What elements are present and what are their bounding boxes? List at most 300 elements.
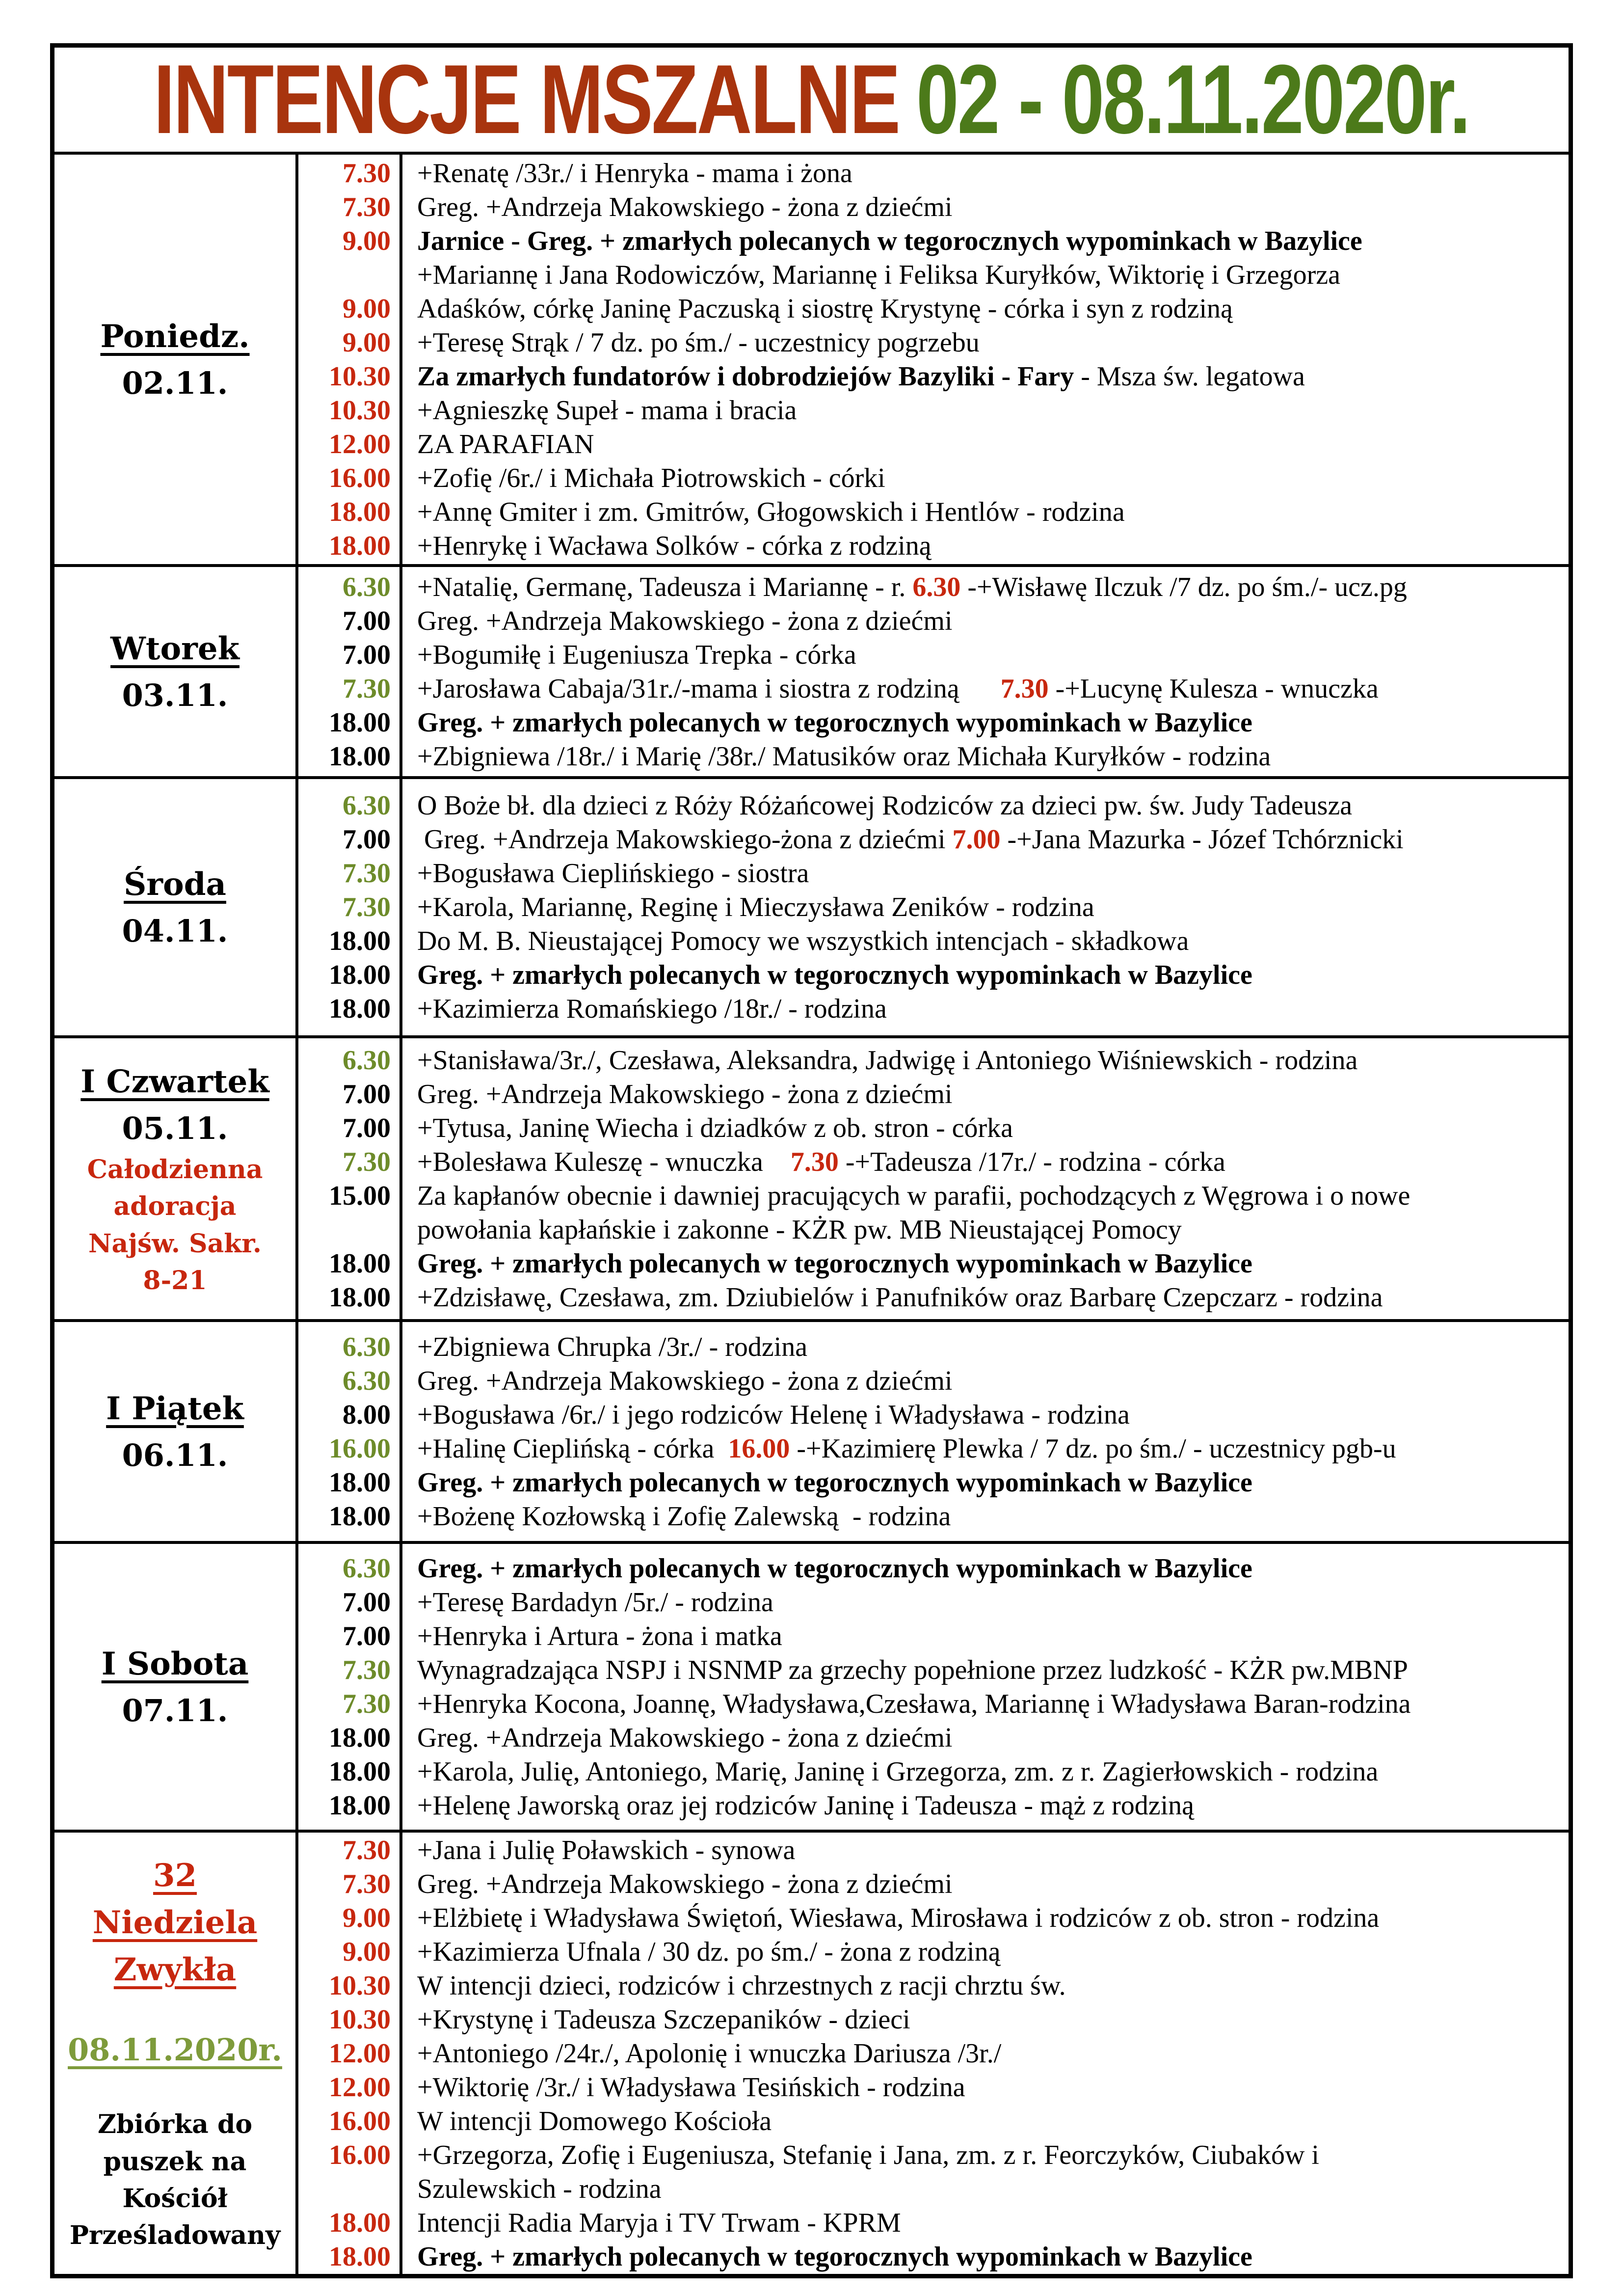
mass-row: [298, 1969, 1569, 2002]
intention-segment: 7.30: [790, 1146, 839, 1177]
mass-time: 6.30: [343, 1331, 391, 1362]
mass-time: 15.00: [329, 1180, 391, 1211]
intention-segment: -+Kazimierę Plewka / 7 dz. po śm./ - uczestnicy pgb-u: [790, 1433, 1396, 1464]
day-label: [54, 567, 298, 776]
intention-segment: +Bogusława /6r./ i jego rodziców Helenę i Władysława - rodzina: [417, 1399, 1130, 1430]
intention-segment: Adaśków, córkę Janinę Paczuską i siostrę Krystynę - córka i syn z rodziną: [417, 293, 1233, 324]
title-bar: [54, 48, 1569, 152]
mass-intention: [402, 790, 1569, 821]
mass-row: [298, 2172, 1569, 2206]
mass-intention: [402, 395, 1569, 426]
mass-intention: [402, 1146, 1569, 1178]
intention-segment: Greg. +Andrzeja Makowskiego - żona z dziećmi: [417, 191, 953, 222]
intention-segment: Greg. + zmarłych polecanych w tegorocznych wypominkach w Bazylice: [417, 707, 1252, 738]
mass-intention: [402, 959, 1569, 991]
mass-intention: [402, 1501, 1569, 1532]
page-title: [154, 48, 1469, 152]
mass-time: 7.30: [343, 1654, 391, 1685]
mass-time: 10.30: [329, 395, 391, 426]
intention-segment: 16.00: [728, 1433, 790, 1464]
mass-time: 6.30: [343, 790, 391, 821]
mass-intention: [402, 993, 1569, 1025]
mass-time: 16.00: [329, 2106, 391, 2136]
intention-segment: powołania kapłańskie i zakonne - KŻR pw. MB Nieustającej Pomocy: [417, 1214, 1182, 1245]
mass-intention: [402, 1331, 1569, 1363]
day-mass-list: [298, 567, 1569, 776]
mass-intention: [402, 2038, 1569, 2069]
mass-row: [298, 1145, 1569, 1179]
mass-row: [298, 1499, 1569, 1533]
day-name: Środa: [124, 865, 226, 903]
intention-segment: +Karola, Julię, Antoniego, Marię, Janinę i Grzegorza, zm. z r. Zagierłowskich - rodzina: [417, 1756, 1379, 1787]
mass-intention: [402, 925, 1569, 957]
mass-intention: [402, 1365, 1569, 1397]
intention-segment: +Henryka i Artura - żona i matka: [417, 1621, 782, 1651]
mass-time: 16.00: [329, 462, 391, 493]
mass-time: 7.00: [343, 1079, 391, 1109]
mass-row: [298, 2104, 1569, 2138]
day-name: Poniedz.: [100, 318, 250, 355]
mass-row: [298, 1867, 1569, 1901]
intention-segment: ZA PARAFIAN: [417, 429, 594, 459]
day-date: 06.11.: [122, 1437, 228, 1473]
intention-segment: +Agnieszkę Supeł - mama i bracia: [417, 395, 797, 426]
mass-intention: [402, 858, 1569, 889]
intention-segment: +Henrykę i Wacława Solków - córka z rodziną: [417, 530, 931, 561]
intention-segment: +Zdzisławę, Czesława, zm. Dziubielów i Panufników oraz Barbarę Czepczarz - rodzina: [417, 1282, 1383, 1313]
day-name: Zwykła: [113, 1951, 237, 1989]
mass-lines: [298, 1322, 1569, 1541]
intention-segment: +Renatę /33r./ i Henryka - mama i żona: [417, 158, 852, 189]
mass-intention: [402, 1214, 1569, 1245]
intention-segment: +Teresę Strąk / 7 dz. po śm./ - uczestnicy pogrzebu: [417, 327, 980, 358]
mass-intention: [402, 571, 1569, 603]
mass-time: 10.30: [329, 1970, 391, 2001]
mass-row: [298, 1551, 1569, 1585]
day-name: I Czwartek: [80, 1063, 269, 1100]
mass-row: [298, 1077, 1569, 1111]
mass-lines: [298, 1833, 1569, 2274]
mass-intention: [402, 741, 1569, 772]
mass-row: [298, 1465, 1569, 1499]
mass-row: [298, 292, 1569, 325]
day-note: Zbiórka do: [97, 2109, 253, 2140]
mass-intention: [402, 158, 1569, 189]
mass-time: 7.30: [343, 858, 391, 889]
day-mass-list: [298, 1038, 1569, 1319]
mass-intention: [402, 191, 1569, 223]
day-label: [54, 1038, 298, 1319]
intention-segment: +Kazimierza Romańskiego /18r./ - rodzina: [417, 994, 887, 1024]
intention-segment: Greg. +Andrzeja Makowskiego - żona z dziećmi: [417, 1722, 953, 1753]
intention-segment: - Msza św. legatowa: [1074, 361, 1305, 392]
mass-intention: [402, 530, 1569, 562]
day-date: 07.11.: [122, 1692, 228, 1729]
mass-lines: [298, 1544, 1569, 1830]
mass-row: [298, 1330, 1569, 1364]
intention-segment: +Wiktorię /3r./ i Władysława Tesińskich - rodzina: [417, 2072, 965, 2103]
mass-row: [298, 461, 1569, 495]
day-name: Wtorek: [110, 630, 239, 667]
mass-lines: [298, 567, 1569, 776]
mass-intention: [402, 1621, 1569, 1652]
intention-segment: W intencji Domowego Kościoła: [417, 2106, 772, 2136]
mass-row: [298, 672, 1569, 705]
intention-segment: +Bogusława Cieplińskiego - siostra: [417, 858, 809, 889]
intention-segment: Greg. +Andrzeja Makowskiego-żona z dziećmi: [417, 824, 953, 855]
day-section: [54, 776, 1569, 1035]
day-date: 05.11.: [122, 1110, 228, 1146]
day-name: I Sobota: [101, 1645, 249, 1682]
intention-segment: +Zofię /6r./ i Michała Piotrowskich - córki: [417, 462, 885, 493]
mass-row: [298, 992, 1569, 1026]
mass-row: [298, 823, 1569, 857]
mass-intention: [402, 707, 1569, 738]
mass-intention: [402, 1467, 1569, 1498]
mass-row: [298, 2036, 1569, 2070]
mass-time: 18.00: [329, 994, 391, 1024]
intention-segment: Intencji Radia Maryja i TV Trwam - KPRM: [417, 2207, 901, 2238]
day-label: [54, 1322, 298, 1541]
mass-row: [298, 427, 1569, 461]
intention-segment: +Bolesława Kuleszę - wnuczka: [417, 1146, 791, 1177]
mass-time: 18.00: [329, 1501, 391, 1532]
mass-intention: [402, 1970, 1569, 2001]
mass-intention: [402, 1688, 1569, 1720]
day-name: Niedziela: [92, 1904, 258, 1942]
mass-row: [298, 325, 1569, 359]
intention-segment: +Zbigniewa /18r./ i Marię /38r./ Matusików oraz Michała Kuryłków - rodzina: [417, 741, 1271, 772]
mass-row: [298, 1111, 1569, 1145]
mass-row: [298, 1280, 1569, 1314]
mass-intention: [402, 1045, 1569, 1076]
intention-segment: Wynagradzająca NSPJ i NSNMP za grzechy popełnione przez ludzkość - KŻR pw.MBNP: [417, 1654, 1408, 1685]
mass-intention: [402, 1587, 1569, 1618]
mass-row: [298, 958, 1569, 992]
mass-intention: [402, 1756, 1569, 1787]
mass-intention: [402, 462, 1569, 494]
mass-time: 18.00: [329, 1722, 391, 1753]
mass-intention: [402, 1282, 1569, 1313]
mass-intention: [402, 2241, 1569, 2272]
day-label: [54, 155, 298, 564]
mass-time: 7.30: [343, 1868, 391, 1899]
mass-intention: [402, 673, 1569, 704]
mass-intention: [402, 225, 1569, 257]
day-section: [54, 152, 1569, 564]
mass-row: [298, 570, 1569, 604]
intention-segment: -+Lucynę Kulesza - wnuczka: [1048, 673, 1379, 704]
day-date: 04.11.: [122, 913, 228, 949]
mass-time: 18.00: [329, 530, 391, 561]
intention-segment: W intencji dzieci, rodziców i chrzestnych z racji chrztu św.: [417, 1970, 1066, 2001]
day-note: Najśw. Sakr.: [88, 1228, 262, 1259]
intention-segment: +Elżbietę i Władysława Świętoń, Wiesława, Mirosława i rodziców z ob. stron - rodzina: [417, 1902, 1380, 1933]
mass-row: [298, 1398, 1569, 1432]
mass-row: [298, 1585, 1569, 1619]
mass-intention: [402, 1079, 1569, 1110]
intention-segment: Greg. +Andrzeja Makowskiego - żona z dziećmi: [417, 1868, 953, 1899]
mass-time: 7.30: [343, 158, 391, 189]
mass-time: 10.30: [329, 361, 391, 392]
mass-time: 18.00: [329, 496, 391, 527]
mass-time: 7.00: [343, 1621, 391, 1651]
mass-time: 18.00: [329, 2207, 391, 2238]
mass-intention: [402, 259, 1569, 291]
mass-row: [298, 1935, 1569, 1969]
mass-time: 18.00: [329, 960, 391, 990]
intention-segment: Greg. + zmarłych polecanych w tegorocznych wypominkach w Bazylice: [417, 960, 1252, 990]
mass-time: 9.00: [343, 225, 391, 256]
mass-time: 7.30: [343, 892, 391, 922]
intention-segment: Greg. + zmarłych polecanych w tegorocznych wypominkach w Bazylice: [417, 2241, 1252, 2272]
day-mass-list: [298, 1322, 1569, 1541]
mass-time: 16.00: [329, 2139, 391, 2170]
day-label: [54, 1544, 298, 1830]
intention-segment: O Boże bł. dla dzieci z Róży Różańcowej Rodziców za dzieci pw. św. Judy Tadeusza: [417, 790, 1353, 821]
mass-intention: [402, 1433, 1569, 1464]
intention-segment: Greg. +Andrzeja Makowskiego - żona z dziećmi: [417, 1365, 953, 1396]
mass-row: [298, 2138, 1569, 2172]
mass-row: [298, 359, 1569, 393]
mass-row: [298, 789, 1569, 823]
mass-intention: [402, 824, 1569, 855]
mass-time: 9.00: [343, 293, 391, 324]
mass-row: [298, 2002, 1569, 2036]
mass-row: [298, 638, 1569, 672]
mass-time: 12.00: [329, 2038, 391, 2069]
intention-segment: +Bożenę Kozłowską i Zofię Zalewską - rodzina: [417, 1501, 951, 1532]
intention-segment: 7.30: [1000, 673, 1049, 704]
mass-time: 7.30: [343, 1835, 391, 1865]
mass-time: 9.00: [343, 327, 391, 358]
mass-row: [298, 924, 1569, 958]
mass-time: 18.00: [329, 926, 391, 956]
mass-intention: [402, 2207, 1569, 2239]
mass-time: 18.00: [329, 741, 391, 772]
intention-segment: +Mariannę i Jana Rodowiczów, Mariannę i Feliksa Kuryłków, Wiktorię i Grzegorza: [417, 259, 1340, 290]
mass-row: [298, 1833, 1569, 1867]
mass-row: [298, 495, 1569, 529]
mass-time: 6.30: [343, 1045, 391, 1076]
mass-intention: [402, 361, 1569, 392]
mass-intention: [402, 1180, 1569, 1212]
mass-time: 6.30: [343, 1365, 391, 1396]
mass-row: [298, 1364, 1569, 1398]
mass-time: 18.00: [329, 1467, 391, 1498]
mass-time: 7.30: [343, 1688, 391, 1719]
mass-time: 7.30: [343, 1146, 391, 1177]
mass-time: 10.30: [329, 2004, 391, 2035]
mass-row: [298, 739, 1569, 773]
mass-row: [298, 2206, 1569, 2240]
mass-row: [298, 2240, 1569, 2273]
mass-row: [298, 1788, 1569, 1822]
mass-row: [298, 393, 1569, 427]
mass-time: 7.00: [343, 639, 391, 670]
schedule-table: [50, 43, 1573, 2278]
intention-segment: +Stanisława/3r./, Czesława, Aleksandra, Jadwigę i Antoniego Wiśniewskich - rodzina: [417, 1045, 1358, 1076]
intention-segment: Do M. B. Nieustającej Pomocy we wszystkich intencjach - składkowa: [417, 926, 1189, 956]
intention-segment: Szulewskich - rodzina: [417, 2173, 662, 2204]
mass-intention: [402, 2004, 1569, 2035]
mass-intention: [402, 1248, 1569, 1279]
mass-time: 7.00: [343, 1112, 391, 1143]
day-mass-list: [298, 1544, 1569, 1830]
mass-row: [298, 1432, 1569, 1465]
mass-row: [298, 224, 1569, 258]
day-section: [54, 1830, 1569, 2274]
intention-segment: 7.00: [952, 824, 1001, 855]
day-section: [54, 1319, 1569, 1541]
mass-time: 7.00: [343, 1587, 391, 1618]
mass-row: [298, 891, 1569, 924]
mass-row: [298, 1179, 1569, 1213]
mass-row: [298, 1755, 1569, 1788]
mass-row: [298, 1901, 1569, 1935]
mass-row: [298, 1653, 1569, 1687]
mass-row: [298, 1213, 1569, 1246]
mass-intention: [402, 1654, 1569, 1686]
mass-time: 6.30: [343, 1553, 391, 1584]
mass-time: 7.30: [343, 673, 391, 704]
intention-segment: +Natalię, Germanę, Tadeusza i Mariannę - r.: [417, 571, 913, 602]
mass-time: 9.00: [343, 1902, 391, 1933]
mass-intention: [402, 2106, 1569, 2137]
intention-segment: Jarnice - Greg. + zmarłych polecanych w tegorocznych wypominkach w Bazylice: [417, 225, 1362, 256]
intention-segment: -+Tadeusza /17r./ - rodzina - córka: [838, 1146, 1225, 1177]
mass-row: [298, 190, 1569, 224]
day-date: 08.11.2020r.: [68, 2032, 282, 2068]
mass-row: [298, 705, 1569, 739]
intention-segment: Za zmarłych fundatorów i dobrodziejów Bazyliki - Fary: [417, 361, 1074, 392]
intention-segment: +Zbigniewa Chrupka /3r./ - rodzina: [417, 1331, 808, 1362]
mass-time: 9.00: [343, 1936, 391, 1967]
day-mass-list: [298, 155, 1569, 564]
mass-intention: [402, 1902, 1569, 1934]
mass-row: [298, 604, 1569, 638]
intention-segment: +Antoniego /24r./, Apolonię i wnuczka Dariusza /3r./: [417, 2038, 1002, 2069]
intention-segment: Greg. +Andrzeja Makowskiego - żona z dziećmi: [417, 1079, 953, 1109]
mass-time: 8.00: [343, 1399, 391, 1430]
day-section: [54, 564, 1569, 776]
intention-segment: Za kapłanów obecnie i dawniej pracujących w parafii, pochodzących z Węgrowa i o nowe: [417, 1180, 1410, 1211]
intention-segment: Greg. +Andrzeja Makowskiego - żona z dziećmi: [417, 605, 953, 636]
mass-row: [298, 529, 1569, 563]
intention-segment: +Bogumiłę i Eugeniusza Trepka - córka: [417, 639, 856, 670]
intention-segment: +Helenę Jaworską oraz jej rodziców Janinę i Tadeusza - mąż z rodziną: [417, 1790, 1195, 1821]
intention-segment: +Tytusa, Janinę Wiecha i dziadków z ob. stron - córka: [417, 1112, 1013, 1143]
title-text: INTENCJE MSZALNE: [154, 48, 900, 152]
intention-segment: -+Jana Mazurka - Józef Tchórznicki: [1000, 824, 1404, 855]
intention-segment: +Jana i Julię Poławskich - synowa: [417, 1835, 796, 1865]
intention-segment: +Halinę Cieplińską - córka: [417, 1433, 728, 1464]
day-note: puszek na: [103, 2146, 247, 2177]
mass-intention: [402, 1722, 1569, 1754]
mass-time: 12.00: [329, 2072, 391, 2103]
mass-intention: [402, 1868, 1569, 1900]
mass-intention: [402, 605, 1569, 637]
intention-segment: -+Wisławę Ilczuk /7 dz. po śm./- ucz.pg: [960, 571, 1407, 602]
intention-segment: +Teresę Bardadyn /5r./ - rodzina: [417, 1587, 773, 1618]
mass-time: 18.00: [329, 1248, 391, 1279]
intention-segment: 6.30: [912, 571, 961, 602]
day-date: 03.11.: [122, 677, 228, 713]
mass-time: 16.00: [329, 1433, 391, 1464]
mass-time: 18.00: [329, 1790, 391, 1821]
mass-intention: [402, 1790, 1569, 1821]
mass-intention: [402, 2072, 1569, 2103]
intention-segment: +Kazimierza Ufnala / 30 dz. po śm./ - żona z rodziną: [417, 1936, 1001, 1967]
mass-intention: [402, 1835, 1569, 1866]
mass-lines: [298, 1038, 1569, 1319]
day-name: I Piątek: [106, 1390, 244, 1427]
mass-intention: [402, 2173, 1569, 2205]
mass-row: [298, 857, 1569, 891]
mass-intention: [402, 639, 1569, 671]
intention-segment: +Krystynę i Tadeusza Szczepaników - dzieci: [417, 2004, 910, 2035]
mass-row: [298, 1687, 1569, 1721]
mass-time: 7.30: [343, 191, 391, 222]
mass-time: 7.00: [343, 605, 391, 636]
mass-time: 18.00: [329, 2241, 391, 2272]
day-note: Całodzienna: [87, 1154, 263, 1185]
intention-segment: Greg. + zmarłych polecanych w tegorocznych wypominkach w Bazylice: [417, 1248, 1252, 1279]
mass-row: [298, 1043, 1569, 1077]
mass-time: 6.30: [343, 571, 391, 602]
mass-intention: [402, 1399, 1569, 1431]
intention-segment: +Annę Gmiter i zm. Gmitrów, Głogowskich i Hentlów - rodzina: [417, 496, 1125, 527]
day-section: [54, 1541, 1569, 1830]
mass-row: [298, 156, 1569, 190]
day-name: 32: [153, 1857, 197, 1894]
day-label: [54, 779, 298, 1035]
mass-intention: [402, 293, 1569, 324]
intention-segment: +Henryka Kocona, Joannę, Władysława,Czesława, Mariannę i Władysława Baran-rodzina: [417, 1688, 1411, 1719]
day-label: [54, 1833, 298, 2274]
day-date: 02.11.: [122, 365, 228, 401]
mass-intention: [402, 327, 1569, 358]
mass-intention: [402, 1112, 1569, 1144]
day-note: 8-21: [143, 1265, 207, 1296]
title-date-range: 02 - 08.11.2020r.: [916, 48, 1469, 152]
mass-lines: [298, 155, 1569, 564]
day-note: Prześladowany: [69, 2220, 281, 2251]
day-section: [54, 1035, 1569, 1319]
day-mass-list: [298, 779, 1569, 1035]
mass-time: 18.00: [329, 1282, 391, 1313]
mass-intention: [402, 496, 1569, 528]
mass-row: [298, 1721, 1569, 1755]
intention-segment: +Karola, Mariannę, Reginę i Mieczysława Zeników - rodzina: [417, 892, 1094, 922]
mass-row: [298, 258, 1569, 292]
intention-segment: +Grzegorza, Zofię i Eugeniusza, Stefanię i Jana, zm. z r. Feorczyków, Ciubaków i: [417, 2139, 1319, 2170]
mass-intention: [402, 429, 1569, 460]
mass-row: [298, 1619, 1569, 1653]
day-note: Kościół: [122, 2184, 228, 2214]
mass-lines: [298, 779, 1569, 1035]
intention-segment: Greg. + zmarłych polecanych w tegorocznych wypominkach w Bazylice: [417, 1467, 1252, 1498]
day-mass-list: [298, 1833, 1569, 2274]
mass-time: 12.00: [329, 429, 391, 459]
mass-time: 7.00: [343, 824, 391, 855]
intention-segment: +Jarosława Cabaja/31r./-mama i siostra z rodziną: [417, 673, 1001, 704]
day-note: adoracja: [113, 1191, 237, 1222]
mass-time: 18.00: [329, 707, 391, 738]
mass-intention: [402, 1553, 1569, 1584]
mass-intention: [402, 1936, 1569, 1968]
mass-time: 18.00: [329, 1756, 391, 1787]
